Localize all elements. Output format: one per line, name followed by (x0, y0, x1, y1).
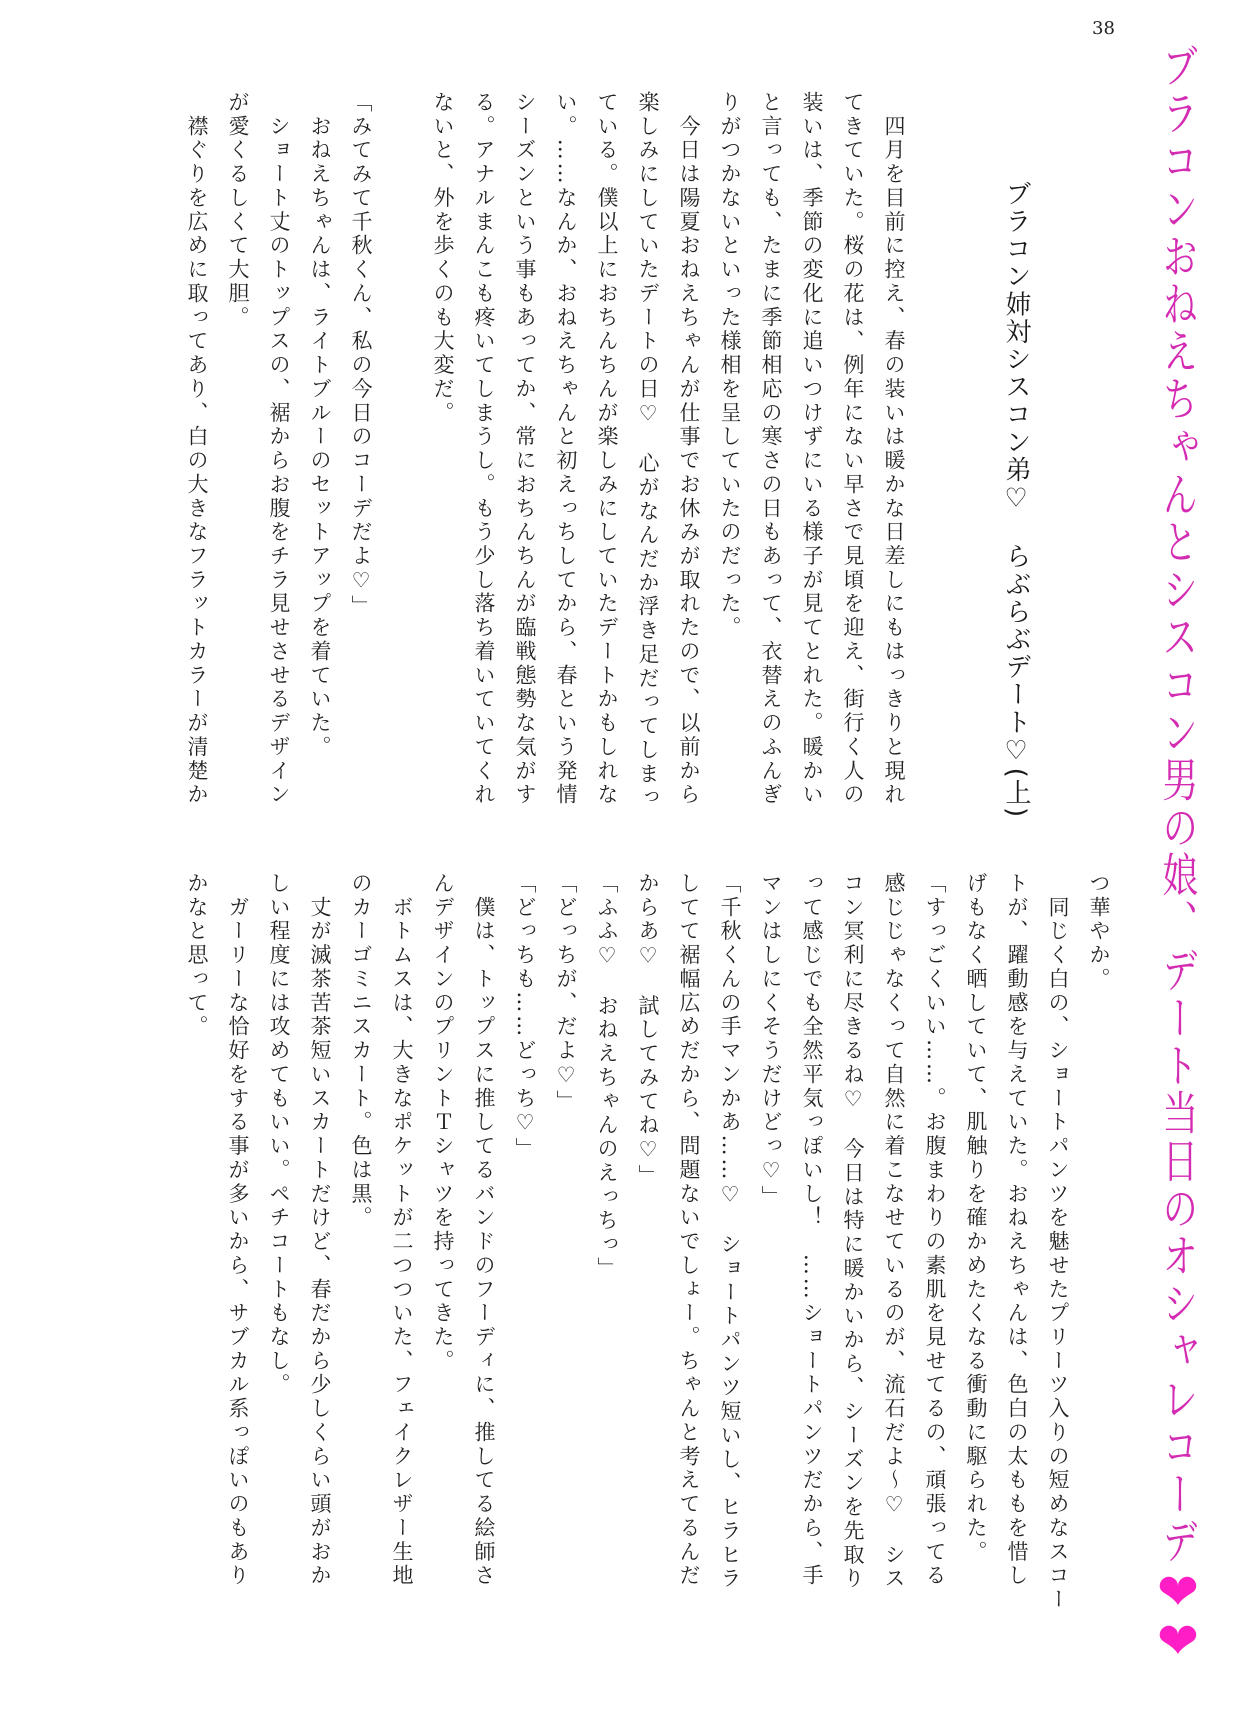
text-column: 「すっごくいい……。お腹まわりの素肌を見せてるの、頑張ってる (923, 872, 947, 1589)
chapter-subtitle: ブラコン姉対シスコン弟♡ らぶらぶデート♡(上) (1001, 180, 1031, 819)
subtitle-reserved-space (914, 91, 1119, 807)
text-column: おねえちゃんは、ライトブルーのセットアップを着ていた。 (308, 91, 332, 760)
text-column: ボトムスは、大きなポケットが二つついた、フェイクレザー生地 (390, 872, 414, 1589)
text-column: シーズンという事もあってか、常におちんちんが臨戦態勢な気がす (513, 91, 537, 808)
text-column: 丈が滅茶苦茶短いスカートだけど、春だから少しくらい頭がおか (308, 872, 332, 1589)
text-column: 同じく白の、ショートパンツを魅せたプリーツ入りの短めなスコー (1046, 872, 1070, 1612)
title-hearts (1148, 1563, 1208, 1670)
text-column: 楽しみにしていたデートの日♡ 心がなんだか浮き足だってしまっ (636, 91, 660, 811)
top-text-tier (175, 91, 1119, 811)
text-column: マンはしにくそうだけどっ♡」 (759, 872, 783, 1210)
heart-icon: ❤ (1157, 1563, 1199, 1621)
text-column: る。アナルまんこも疼いてしまうし。もう少し落ち着いていてくれ (472, 91, 496, 808)
text-column: ないと、外を歩くのも大変だ。 (431, 91, 455, 426)
heart-icon: ❤ (1157, 1612, 1199, 1670)
text-column: 僕は、トップスに推してるバンドのフーディに、推してる絵師さ (472, 872, 496, 1589)
text-column: い。……なんか、おねえちゃんと初えっちしてから、春という発情 (554, 91, 578, 808)
text-column: げもなく晒していて、肌触りを確かめたくなる衝動に駆られた。 (964, 872, 988, 1565)
text-column: ショート丈のトップスの、裾からお腹をチラ見せさせるデザイン (267, 91, 291, 808)
text-column: てきていた。桜の花は、例年にない早さで見頃を迎え、街行く人の (841, 91, 865, 808)
text-column: 「ふふ♡ おねえちゃんのえっちっ」 (595, 872, 619, 1281)
bottom-text-tier (175, 872, 1119, 1612)
text-column: してて裾幅広めだから、問題ないでしょー。ちゃんと考えてるんだ (677, 872, 701, 1589)
text-column: と言っても、たまに季節相応の寒さの日もあって、衣替えのふんぎ (759, 91, 783, 808)
page-title: ブラコンおねえちゃんとシスコン男の娘、デート当日のオシャレコーデ (1156, 42, 1200, 1566)
blank-line (381, 91, 422, 807)
text-column: 「千秋くんの手マンかあ……♡ ショートパンツ短いし、ヒラヒラ (718, 872, 742, 1592)
text-column: のカーゴミニスカート。色は黒。 (349, 872, 373, 1231)
text-column: って感じでも全然平気っぽいし！ ……ショートパンツだから、手 (800, 872, 824, 1589)
text-column: 「どっちが、だよ♡」 (554, 872, 578, 1114)
text-column: 襟ぐりを広めに取ってあり、白の大きなフラットカラーが清楚か (185, 91, 209, 808)
text-column: りがつかないといった様相を呈していたのだった。 (718, 91, 742, 641)
text-column: 「どっちも……どっち♡」 (513, 872, 537, 1162)
text-column: 四月を目前に控え、春の装いは暖かな日差しにもはっきりと現れ (882, 91, 906, 808)
text-column: 今日は陽夏おねえちゃんが仕事でお休みが取れたので、以前から (677, 91, 701, 808)
text-column: 「みてみて千秋くん、私の今日のコーデだよ♡」 (349, 91, 373, 620)
text-column: かなと思って。 (185, 872, 209, 1040)
text-column: しい程度には攻めてもいい。ペチコートもなし。 (267, 872, 291, 1398)
text-column: コン冥利に尽きるね♡ 今日は特に暖かいから、シーズンを先取り (841, 872, 865, 1592)
text-column: つ華やか。 (1087, 872, 1111, 992)
text-column: トが、躍動感を与えていた。おねえちゃんは、色白の太ももを惜し (1005, 872, 1029, 1589)
page-number: 38 (1092, 18, 1115, 39)
text-column: が愛くるしくて大胆。 (226, 91, 250, 330)
text-column: ている。僕以上におちんちんが楽しみにしていたデートかもしれな (595, 91, 619, 808)
text-column: からあ♡ 試してみてね♡」 (636, 872, 660, 1189)
text-column: ガーリーな恰好をする事が多いから、サブカル系っぽいのもあり (226, 872, 250, 1589)
text-column: 装いは、季節の変化に追いつけずにいる様子が見てとれた。暖かい (800, 91, 824, 808)
text-column: んデザインのプリントＴシャツを持ってきた。 (431, 872, 455, 1374)
text-column: 感じじゃなくって自然に着こなせているのが、流石だよ～♡ シス (882, 872, 906, 1592)
